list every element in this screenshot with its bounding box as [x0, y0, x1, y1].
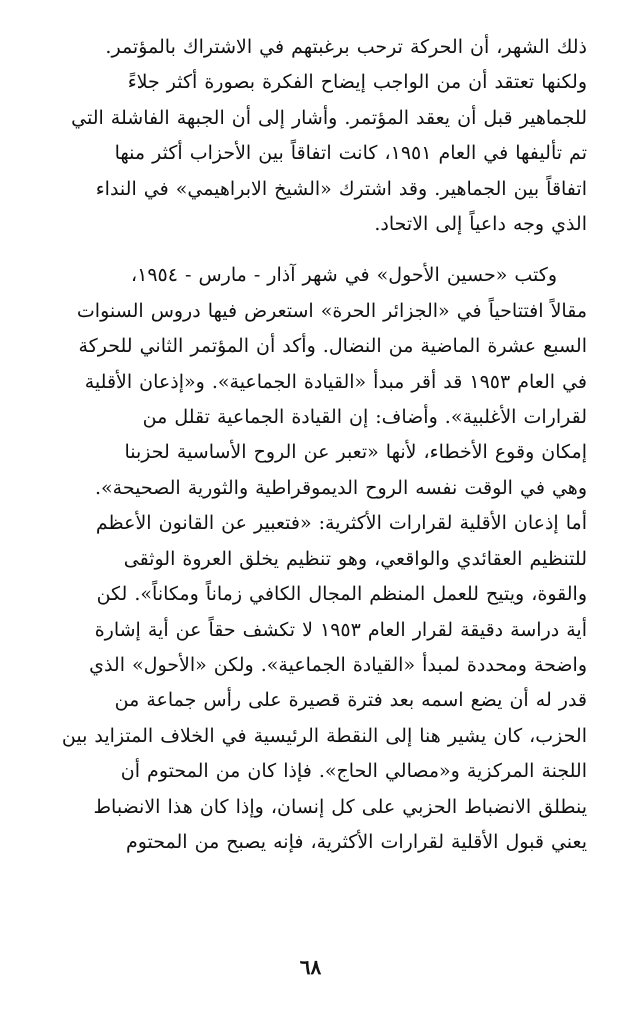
text-line: اتفاقاً بين الجماهير. وقد اشترك «الشيخ الابراهيمي» في النداء — [95, 177, 587, 200]
text-line: ولكنها تعتقد أن من الواجب إيضاح الفكرة بصورة أكثر جلاءً — [127, 71, 587, 94]
text-line: قدر له أن يضع اسمه بعد فترة قصيرة على رأس جماعة من — [114, 689, 587, 712]
text-line: أية دراسة دقيقة لقرار العام ١٩٥٣ لا تكشف حقاً عن أية إشارة — [94, 618, 587, 641]
paragraph-gap — [30, 242, 587, 258]
text-line: اللجنة المركزية و«مصالي الحاج». فإذا كان من المحتوم أن — [120, 760, 587, 783]
text-line: للجماهير قبل أن يعقد المؤتمر. وأشار إلى أن الجبهة الفاشلة التي — [71, 106, 587, 129]
paragraph-2 — [30, 258, 587, 860]
text-line: تم تأليفها في العام ١٩٥١، كانت اتفاقاً بين الأحزاب أكثر منها — [114, 142, 587, 165]
text-line: الذي وجه داعياً إلى الاتحاد. — [374, 213, 587, 236]
text-line: السبع عشرة الماضية من النضال. وأكد أن المؤتمر الثاني للحركة — [78, 335, 587, 358]
text-line: للتنظيم العقائدي والواقعي، وهو تنظيم يخلق العروة الوثقى — [123, 547, 587, 570]
text-line: لقرارات الأغلبية». وأضاف: إن القيادة الجماعية تقلل من — [142, 406, 587, 429]
text-line: مقالاً افتتاحياً في «الجزائر الحرة» استعرض فيها دروس السنوات — [76, 299, 587, 322]
text-line: ينطلق الانضباط الحزبي على كل إنسان، وإذا كان هذا الانضباط — [93, 795, 587, 818]
text-line: وكتب «حسين الأحول» في شهر آذار - مارس - ١٩٥٤، — [130, 264, 557, 287]
text-line: يعني قبول الأقلية لقرارات الأكثرية، فإنه يصبح من المحتوم — [125, 830, 587, 853]
paragraph-1 — [30, 30, 587, 242]
text-line: وهي في الوقت نفسه الروح الديموقراطية والثورية الصحيحة». — [95, 476, 587, 499]
page-number: ٦٨ — [299, 955, 322, 979]
text-line: إمكان وقوع الأخطاء، لأنها «تعبر عن الروح الأساسية لحزبنا — [124, 441, 587, 464]
text-line: والقوة، ويتيح للعمل المنظم المجال الكافي زماناً ومكاناً». لكن — [96, 583, 587, 606]
text-line: الحزب، كان يشير هنا إلى النقطة الرئيسية في الخلاف المتزايد بين — [61, 724, 587, 747]
text-line: أما إذعان الأقلية لقرارات الأكثرية: «فتعبير عن القانون الأعظم — [95, 512, 587, 535]
text-line: واضحة ومحددة لمبدأ «القيادة الجماعية». ولكن «الأحول» الذي — [89, 653, 587, 676]
text-line: ذلك الشهر، أن الحركة ترحب برغبتهم في الاشتراك بالمؤتمر. — [105, 36, 587, 58]
text-line: في العام ١٩٥٣ قد أقر مبدأ «القيادة الجماعية». و«إذعان الأقلية — [84, 370, 587, 393]
